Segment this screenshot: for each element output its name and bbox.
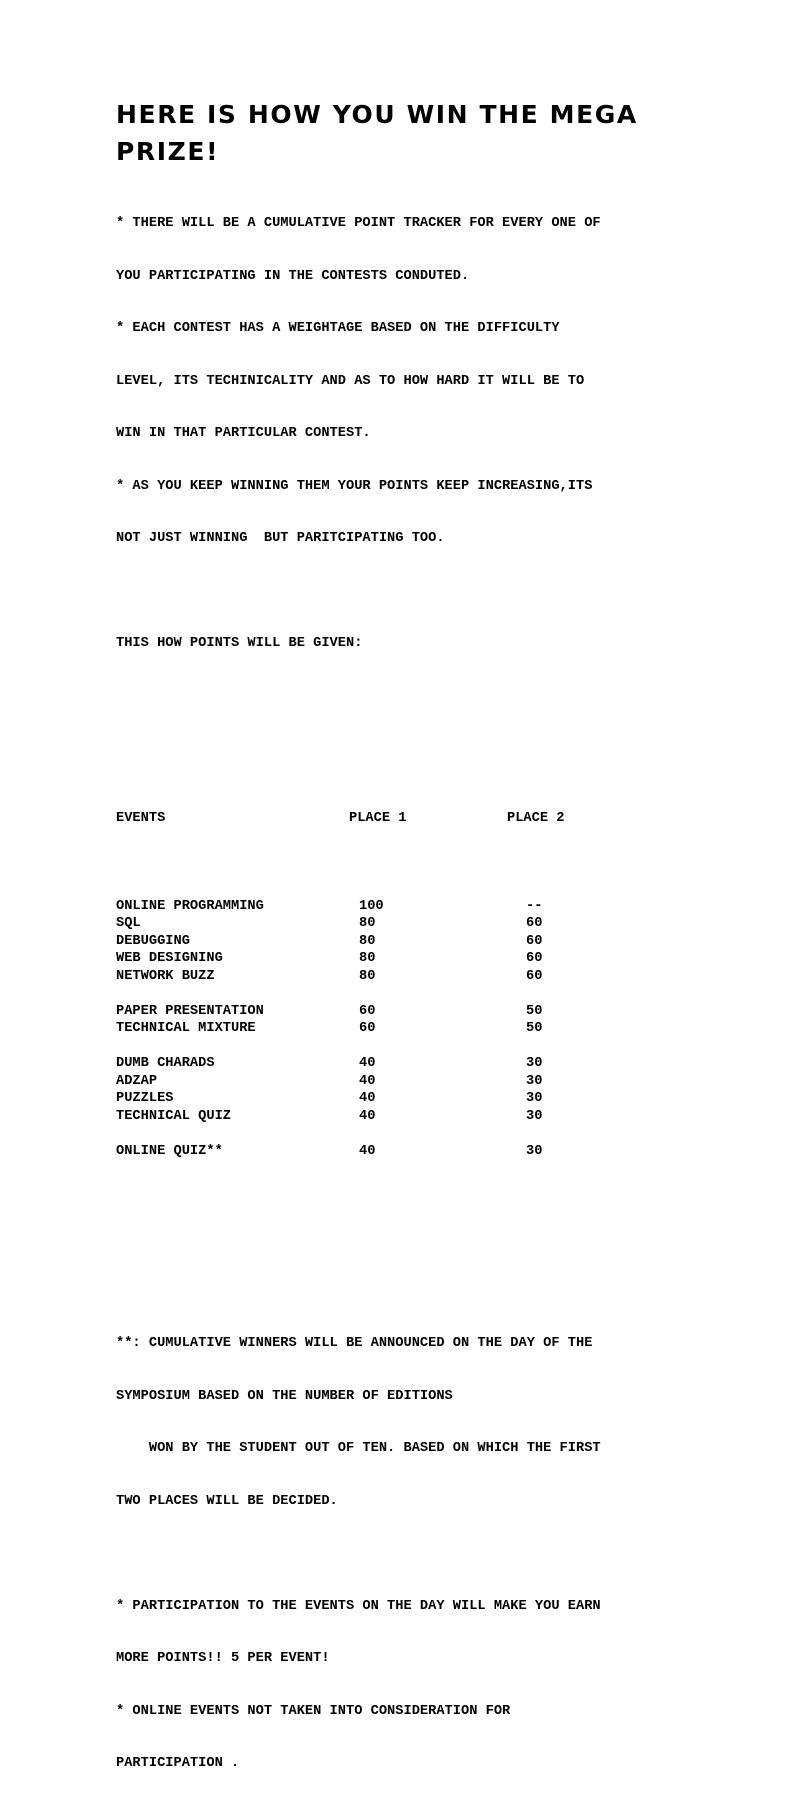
table-row (116, 915, 756, 933)
place-2-cell: 50 (526, 1003, 543, 1019)
table-row (116, 933, 756, 951)
place-1-cell: 60 (359, 1003, 376, 1019)
place-1-cell: 80 (359, 933, 376, 949)
place-2-cell: 30 (526, 1091, 543, 1106)
table-row (116, 898, 756, 916)
event-cell: PAPER PRESENTATION (116, 1003, 264, 1019)
table-row (116, 1143, 756, 1161)
header-events: EVENTS (116, 811, 166, 826)
intro-line: * AS YOU KEEP WINNING THEM YOUR POINTS KEEP INCREASING,ITS (116, 478, 593, 494)
place-2-cell: 50 (526, 1021, 543, 1036)
table-row (116, 1108, 756, 1126)
intro-line: * EACH CONTEST HAS A WEIGHTAGE BASED ON THE DIFFICULTY (116, 321, 560, 336)
place-2-cell: 30 (526, 1073, 543, 1089)
table-row (116, 1055, 756, 1073)
place-1-cell: 80 (359, 951, 376, 966)
event-cell: SQL (116, 916, 141, 931)
place-1-cell: 40 (359, 1073, 376, 1089)
event-cell: NETWORK BUZZ (116, 968, 215, 984)
event-cell: ADZAP (116, 1073, 158, 1089)
place-2-cell: 60 (526, 933, 543, 949)
place-1-cell: 40 (359, 1091, 376, 1106)
footnote-line: WON BY THE STUDENT OUT OF TEN. BASED ON WHICH THE FIRST (116, 1441, 601, 1456)
place-2-cell: 60 (526, 951, 543, 966)
footnote-line: SYMPOSIUM BASED ON THE NUMBER OF EDITIONS (116, 1388, 453, 1404)
place-2-cell: 60 (526, 916, 543, 931)
event-cell: TECHNICAL MIXTURE (116, 1021, 256, 1036)
event-cell: TECHNICAL QUIZ (116, 1108, 231, 1124)
intro-line: * THERE WILL BE A CUMULATIVE POINT TRACKER FOR EVERY ONE OF (116, 216, 601, 231)
table-header-row (116, 810, 756, 828)
place-2-cell: 30 (526, 1143, 543, 1159)
event-cell: ONLINE QUIZ** (116, 1143, 223, 1159)
place-1-cell: 60 (359, 1021, 376, 1036)
table-row (116, 1090, 756, 1108)
table-row (116, 1073, 756, 1091)
place-1-cell: 40 (359, 1108, 376, 1124)
place-2-cell: -- (526, 898, 543, 914)
intro-line: NOT JUST WINNING BUT PARITCIPATING TOO. (116, 531, 445, 546)
place-1-cell: 100 (359, 898, 384, 914)
place-2-cell: 30 (526, 1108, 543, 1124)
place-1-cell: 80 (359, 916, 376, 931)
header-place-2: PLACE 2 (507, 811, 565, 826)
footnote-line: TWO PLACES WILL BE DECIDED. (116, 1493, 338, 1509)
place-1-cell: 40 (359, 1056, 376, 1071)
page-title: HERE IS HOW YOU WIN THE MEGA PRIZE! (116, 100, 638, 166)
event-cell: PUZZLES (116, 1091, 174, 1106)
place-2-cell: 60 (526, 968, 543, 984)
participation-line: MORE POINTS!! 5 PER EVENT! (116, 1651, 330, 1666)
participation-line: * ONLINE EVENTS NOT TAKEN INTO CONSIDERATION FOR (116, 1703, 511, 1719)
table-row (116, 968, 756, 986)
place-1-cell: 80 (359, 968, 376, 984)
intro-line: LEVEL, ITS TECHINICALITY AND AS TO HOW HARD IT WILL BE TO (116, 373, 585, 389)
participation-line: PARTICIPATION . (116, 1756, 240, 1771)
table-row (116, 1003, 756, 1021)
points-table (116, 880, 756, 1160)
participation-line: * PARTICIPATION TO THE EVENTS ON THE DAY WILL MAKE YOU EARN (116, 1598, 601, 1614)
points-heading: THIS HOW POINTS WILL BE GIVEN: (116, 636, 363, 651)
table-row (116, 950, 756, 968)
event-cell: WEB DESIGNING (116, 951, 223, 966)
header-place-1: PLACE 1 (349, 811, 407, 826)
intro-line: YOU PARTICIPATING IN THE CONTESTS CONDUTED. (116, 268, 470, 284)
event-cell: ONLINE PROGRAMMING (116, 898, 264, 914)
footnote-line: **: CUMULATIVE WINNERS WILL BE ANNOUNCED ON THE DAY OF THE (116, 1336, 593, 1351)
event-cell: DUMB CHARADS (116, 1056, 215, 1071)
intro-paragraph (116, 180, 756, 1808)
intro-line: WIN IN THAT PARTICULAR CONTEST. (116, 426, 371, 441)
event-cell: DEBUGGING (116, 933, 190, 949)
place-2-cell: 30 (526, 1056, 543, 1071)
place-1-cell: 40 (359, 1143, 376, 1159)
document-page (116, 96, 756, 1808)
